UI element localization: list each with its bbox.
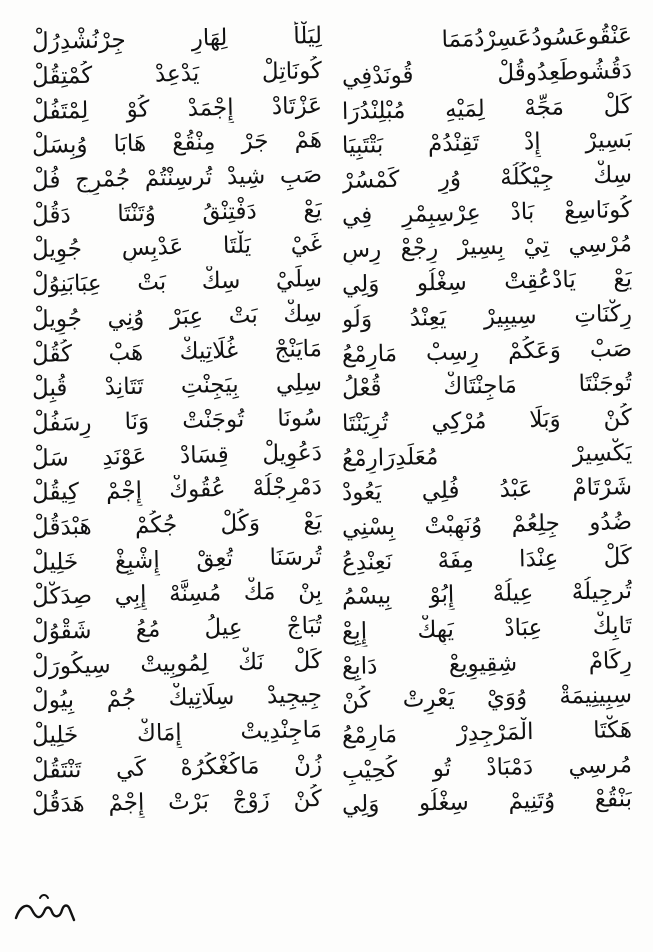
- verse-first-hemistich: مُرسِي دَمْبَادْ تُو كُحِيْبِ: [341, 751, 633, 784]
- verse-second-hemistich: زُنْ مَاكُغْكُرُهْ كَي تَنْتَقُلْ: [31, 751, 323, 784]
- verse-second-hemistich: كَلْ نَكْ لِمُوبِيتْ سِيكُورَلْ: [31, 647, 323, 680]
- verse-first-hemistich: سِبِينِيمَةْ وُوَيْ يَعْرِتْ كُنْ: [341, 682, 633, 715]
- verse-second-hemistich: لِيَلْأَ لِهَارِ جِرْنُشْدِرُلْ: [31, 23, 323, 56]
- verse-line: [32, 404, 632, 439]
- verse-first-hemistich: تُوجَنْتَا مَاجِنْتَاكْ قُعْلُ: [341, 370, 633, 403]
- verse-line: [32, 126, 632, 161]
- verse-line: [32, 22, 632, 57]
- verse-second-hemistich: مَاجِنْدِيتْ إِمَاكْ خَلِيلْ: [31, 717, 323, 750]
- verse-line: [32, 716, 632, 751]
- verse-second-hemistich: تُبَاجْ عِيلُ مُعُ شَقْوُلْ: [31, 612, 323, 646]
- verse-first-hemistich: رِكْنَاتِ سِيبِيرْ يَعِنْدُ وَلُو: [341, 300, 633, 333]
- poem: [32, 22, 632, 820]
- verse-first-hemistich: شَرْتَامْ عَبْدُ فُلِي يَعُودْ: [341, 474, 633, 507]
- verse-first-hemistich: ضُدُو جِلِعُمْ وُنَهِبْتْ بِسْنِي: [341, 508, 633, 542]
- verse-line: [32, 300, 632, 335]
- verse-first-hemistich: كَلْ عِنْدَا مِفَهْ نَعِنْدِعُ: [341, 543, 633, 576]
- verse-line: [32, 508, 632, 543]
- verse-line: [32, 646, 632, 681]
- verse-line: [32, 438, 632, 473]
- verse-second-hemistich: دَمْرِجْلُهْ عُقُوكْ إِجْمْ كِيقُلْ: [31, 474, 323, 507]
- verse-line: [32, 334, 632, 369]
- verse-second-hemistich: سِلِي بِيَجِنْتِ تَتَانِدْ قُبِلْ: [31, 370, 323, 403]
- verse-first-hemistich: كُونَاسِعْ بَادْ عِرْسِبِمْرِ فِي: [341, 196, 633, 229]
- verse-line: [32, 473, 632, 508]
- verse-first-hemistich: يَعْ يَادْعُقِتْ سِغْلُو وَلِي: [341, 266, 633, 299]
- verse-first-hemistich: بَنْقُعْ وُتَنِيمْ سِغْلُو وَلِي: [341, 786, 633, 819]
- verse-second-hemistich: كُونَاتِلْ يَدْعِدْ كُمْتِقُلْ: [31, 57, 323, 91]
- verse-first-hemistich: تُرجِيلُهْ عِيلُهْ إِبُوْ بِيسْمُ: [341, 578, 633, 611]
- verse-second-hemistich: كُنْ زَوْجْ بَرْتْ إِجْمْ هَدَقُلْ: [31, 786, 323, 819]
- verse-second-hemistich: بِنْ مَكْ مُسِنَّهْ إِبِي صِدَكْلْ: [31, 578, 323, 611]
- verse-second-hemistich: سُونَا تُوجَنْتْ وَنَا رِسَفُلْ: [31, 404, 323, 437]
- verse-second-hemistich: جِيجِيدْ سِلَاتِيكْ جُمْ بِيُولْ: [31, 682, 323, 715]
- verse-second-hemistich: سِلِّيْ سِكْ بَتْ عِبَابَنِوُلْ: [31, 266, 323, 299]
- verse-second-hemistich: يَعْ دَفْتِنْقُ وُتَنْتَا دَقُلْ: [31, 196, 323, 229]
- verse-line: [32, 785, 632, 820]
- verse-second-hemistich: عَزْتَادْ إِجْمَدْ كُوْ لِمْتَفُلْ: [31, 92, 323, 125]
- verse-first-hemistich: هَكْتَا الْمَرْجِدِرْ مَارِمْعُ: [341, 717, 633, 750]
- verse-second-hemistich: سِكْ بَتْ عِبَرْ وُنِي جُوِيلْ: [31, 300, 323, 333]
- verse-line: [32, 542, 632, 577]
- verse-line: [32, 57, 632, 92]
- verse-second-hemistich: غَيْ يَلْتَا عَدْبِسِ جُوِيلْ: [31, 231, 323, 264]
- verse-first-hemistich: تَابِكْ عِبَادْ يَهِكْ إِبِعْ: [341, 612, 633, 646]
- verse-line: [32, 577, 632, 612]
- verse-line: [32, 161, 632, 196]
- verse-first-hemistich: بَسِيرْ إِدْ تَقِنْدُمْ بَتْتَبِيَا: [341, 127, 633, 160]
- verse-first-hemistich: كُنْ وَبَلَا مُرْكِي تُرِيَنْتَا: [341, 404, 633, 437]
- verse-line: [32, 265, 632, 300]
- verse-first-hemistich: يَكْسِيرْ مُعَلِّدِرَارِمْعُ: [341, 439, 633, 472]
- verse-line: [32, 750, 632, 785]
- verse-line: [32, 612, 632, 647]
- verse-first-hemistich: صَبْ وَعَكُمْ رِسِبْ مَارِمْعُ: [341, 335, 633, 368]
- verse-first-hemistich: رِكَامْ شِقِيوِيعْ دَابِعْ: [341, 647, 633, 680]
- verse-second-hemistich: هَمْ جَرْ مِنْقُعْ هَابَا وُبِسَلْ: [31, 127, 323, 160]
- verse-second-hemistich: صَبِ شِيدْ تُرسِنْتُمْ جُمْرِجِ فُلْ: [31, 162, 323, 195]
- verse-line: [32, 195, 632, 230]
- verse-second-hemistich: دَعُوِيلْ قِسَادْ عَوْنَدِ سَلْ: [31, 439, 323, 472]
- verse-line: [32, 230, 632, 265]
- handwritten-signature: [10, 880, 80, 930]
- verse-first-hemistich: دَقُشُوطَعِدُوقُلْ قُونَدْفِي: [341, 57, 633, 91]
- verse-first-hemistich: مُرْسِي تِيْ بِسِيرْ رِجْعْ رِسِ: [341, 231, 633, 264]
- verse-first-hemistich: كَلْ مَجِّهْ لِمَيْهِ مُبْلِنْدُرَا: [341, 92, 633, 125]
- verse-first-hemistich: عَنْقُوعَسُودُعَسِرْدُمَمَا: [441, 23, 633, 54]
- verse-second-hemistich: تُرسَنَا تُعِقْ إِشْبِغْ خَلِيلْ: [31, 543, 323, 576]
- verse-line: [32, 681, 632, 716]
- verse-second-hemistich: مَايَنْجْ غُلَاتِيكْ هَبْ كُقُلْ: [31, 335, 323, 368]
- verse-line: [32, 91, 632, 126]
- verse-first-hemistich: سِكْ جِيْكُلُهْ وُرِ كَمْسُرْ: [341, 162, 633, 195]
- verse-line: [32, 369, 632, 404]
- verse-second-hemistich: يَعْ وَكُلْ جُكُمْ هَبْدَقُلْ: [31, 508, 323, 542]
